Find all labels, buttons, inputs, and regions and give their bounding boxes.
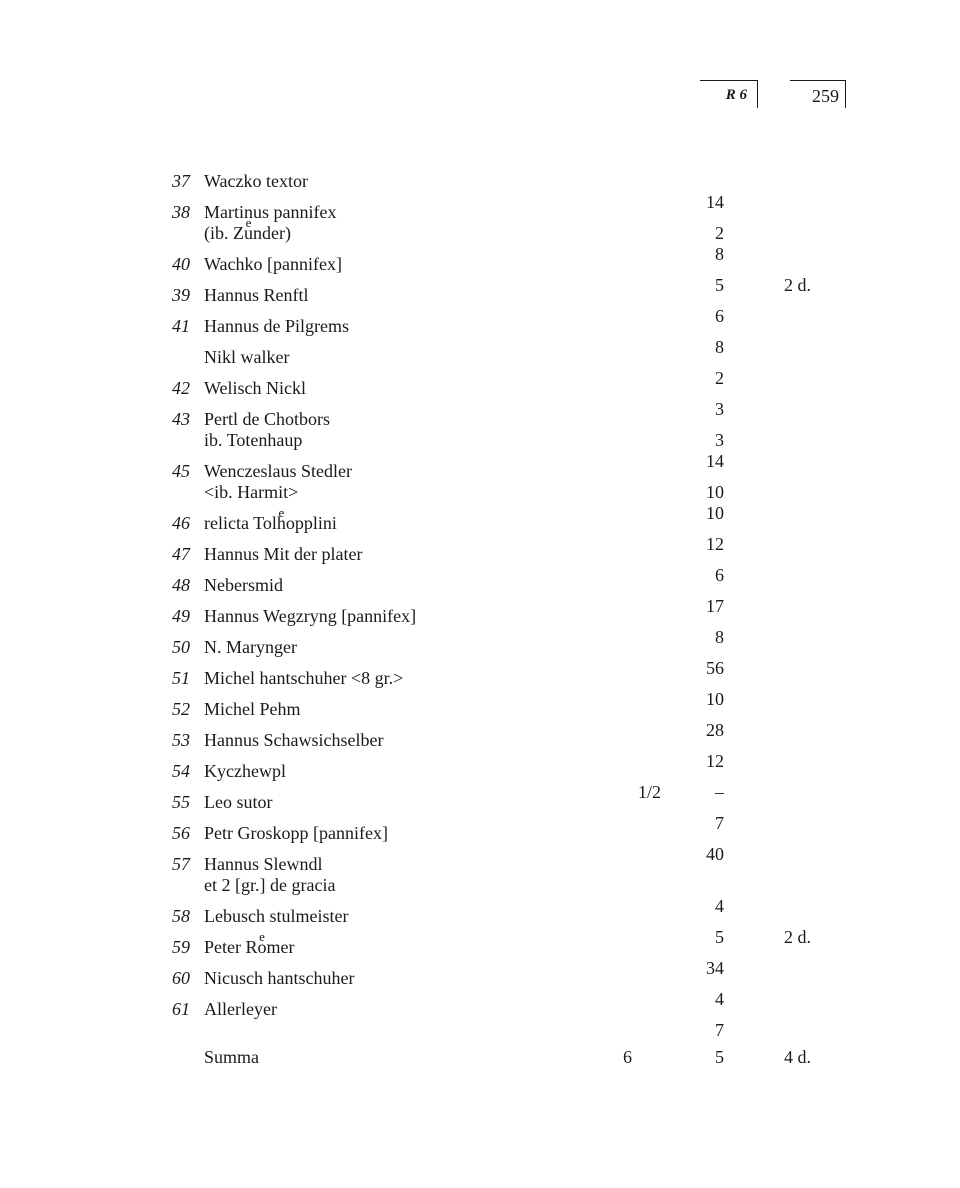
- shock-value: 1/2: [637, 782, 661, 802]
- groschen-value: 4: [715, 896, 724, 916]
- entry-name: [204, 699, 584, 720]
- entry-number: 40: [172, 254, 190, 274]
- entry-name-line: Hannus Wegzryng [pannifex]: [204, 606, 417, 626]
- section-label: R 6: [725, 87, 747, 103]
- entry-name-line: Hannus Renftl: [204, 285, 309, 305]
- summa-row: [0, 1047, 960, 1075]
- entry-name-line: ib. Totenhaup: [204, 430, 303, 450]
- groschen-value: 7: [715, 813, 724, 833]
- entry-name-line: Martinus pannifex: [204, 202, 337, 222]
- entry-name: [204, 906, 584, 927]
- groschen-value: 40: [706, 844, 724, 864]
- entry-name-line: Hannus Mit der plater: [204, 544, 363, 564]
- entry-name-line: Michel Pehm: [204, 699, 301, 719]
- summa-groschen: 5: [715, 1047, 724, 1067]
- entry-name-line: et 2 [gr.] de gracia: [204, 875, 336, 895]
- entry-number: 61: [172, 999, 190, 1019]
- summa-denarii: 4 d.: [784, 1047, 811, 1067]
- entry-name-line: Hannus Slewndl: [204, 854, 323, 874]
- entry-number: 55: [172, 792, 190, 812]
- entry-name: [204, 285, 584, 306]
- groschen-value: 12: [706, 534, 724, 554]
- superscript-e-mark: o e: [258, 937, 267, 958]
- entry-name-line: Wenczeslaus Stedler: [204, 461, 352, 481]
- entry-name-line: Hannus de Pilgrems: [204, 316, 349, 336]
- groschen-value: 8: [715, 337, 724, 357]
- entry-number: 57: [172, 854, 190, 874]
- groschen-value-secondary: 10: [706, 482, 724, 502]
- groschen-value: 17: [706, 596, 724, 616]
- groschen-value: 6: [715, 565, 724, 585]
- denarii-value: 2 d.: [784, 927, 811, 947]
- entry-name: [204, 378, 584, 399]
- entry-name: [204, 999, 584, 1020]
- entry-name: [204, 347, 584, 368]
- groschen-value: –: [715, 782, 724, 802]
- ledger-row: [0, 996, 960, 1040]
- entry-name-line: Welisch Nickl: [204, 378, 307, 398]
- denarii-value: 2 d.: [784, 275, 811, 295]
- groschen-value: 28: [706, 720, 724, 740]
- entry-name: [204, 544, 584, 565]
- entry-name: [204, 937, 584, 958]
- entry-name-line: Waczko textor: [204, 171, 309, 191]
- entry-name: [204, 606, 584, 627]
- entry-name: [204, 575, 584, 596]
- summa-label: Summa: [204, 1047, 260, 1067]
- entry-number: 38: [172, 202, 190, 222]
- entry-name-line: relicta Tolh eopplini: [204, 513, 584, 534]
- entry-name: [204, 202, 584, 244]
- groschen-value: 4: [715, 989, 724, 1009]
- entry-number: 50: [172, 637, 190, 657]
- entry-name: [204, 254, 584, 275]
- entry-number: 39: [172, 285, 190, 305]
- entry-name: [204, 668, 584, 689]
- entry-name-line: Nebersmid: [204, 575, 283, 595]
- entry-number: 41: [172, 316, 190, 336]
- groschen-value: 5: [715, 275, 724, 295]
- entry-name: [204, 968, 584, 989]
- groschen-value: 10: [706, 503, 724, 523]
- summa-shock: 6: [623, 1047, 632, 1067]
- entry-number: 45: [172, 461, 190, 481]
- entry-name: [204, 461, 584, 503]
- entry-name: [204, 513, 584, 534]
- page-header: [0, 80, 960, 110]
- groschen-value: 14: [706, 451, 724, 471]
- entry-name-line: Leo sutor: [204, 792, 273, 812]
- ledger-table: [0, 168, 960, 1075]
- groschen-value: 7: [715, 1020, 724, 1040]
- entry-number: 53: [172, 730, 190, 750]
- groschen-value: 8: [715, 627, 724, 647]
- entry-number: 48: [172, 575, 190, 595]
- section-marker: [700, 80, 758, 108]
- groschen-value: 8: [715, 244, 724, 264]
- entry-name: [204, 171, 584, 192]
- entry-number: 46: [172, 513, 190, 533]
- page-number-marker: [790, 80, 846, 108]
- entry-number: 51: [172, 668, 190, 688]
- groschen-value-secondary: 3: [715, 430, 724, 450]
- superscript-e-mark: u e: [244, 223, 253, 244]
- entry-name-line: Wachko [pannifex]: [204, 254, 342, 274]
- entry-name-line: Petr Groskopp [pannifex]: [204, 823, 388, 843]
- entry-name-line: Peter Ro emer: [204, 937, 584, 958]
- groschen-value: 5: [715, 927, 724, 947]
- entry-name: [204, 637, 584, 658]
- entry-name-line: Hannus Schawsichselber: [204, 730, 384, 750]
- entry-number: 58: [172, 906, 190, 926]
- entry-name: [204, 823, 584, 844]
- entry-number: 59: [172, 937, 190, 957]
- entry-name: [204, 761, 584, 782]
- groschen-value: 3: [715, 399, 724, 419]
- entry-number: 54: [172, 761, 190, 781]
- entry-name-line: Allerleyer: [204, 999, 277, 1019]
- entry-name-line: Nicusch hantschuher: [204, 968, 355, 988]
- entry-number: 43: [172, 409, 190, 429]
- entry-number: 49: [172, 606, 190, 626]
- entry-name: [204, 854, 584, 896]
- entry-name: [204, 730, 584, 751]
- superscript-e-mark: h e: [277, 513, 286, 534]
- entry-name: [204, 409, 584, 451]
- entry-number: 52: [172, 699, 190, 719]
- entry-number: 42: [172, 378, 190, 398]
- entry-name: [204, 316, 584, 337]
- groschen-value: 10: [706, 689, 724, 709]
- entry-name-line: Lebusch stulmeister: [204, 906, 349, 926]
- entry-name-line: Nikl walker: [204, 347, 290, 367]
- groschen-value: 6: [715, 306, 724, 326]
- entry-name: [204, 792, 584, 813]
- entry-number: 60: [172, 968, 190, 988]
- groschen-value: 56: [706, 658, 724, 678]
- entry-name-line: Pertl de Chotbors: [204, 409, 330, 429]
- entry-name-line: Kyczhewpl: [204, 761, 286, 781]
- entry-name-line: (ib. Zu ender): [204, 223, 584, 244]
- entry-name-line: Michel hantschuher <8 gr.>: [204, 668, 404, 688]
- entry-number: 47: [172, 544, 190, 564]
- groschen-value: 14: [706, 192, 724, 212]
- page-number: 259: [812, 86, 839, 106]
- entry-number: 56: [172, 823, 190, 843]
- groschen-value-secondary: 2: [715, 223, 724, 243]
- groschen-value: 12: [706, 751, 724, 771]
- entry-number: 37: [172, 171, 190, 191]
- entry-name-line: <ib. Harmit>: [204, 482, 299, 502]
- entry-name-line: N. Marynger: [204, 637, 297, 657]
- groschen-value: 34: [706, 958, 724, 978]
- groschen-value: 2: [715, 368, 724, 388]
